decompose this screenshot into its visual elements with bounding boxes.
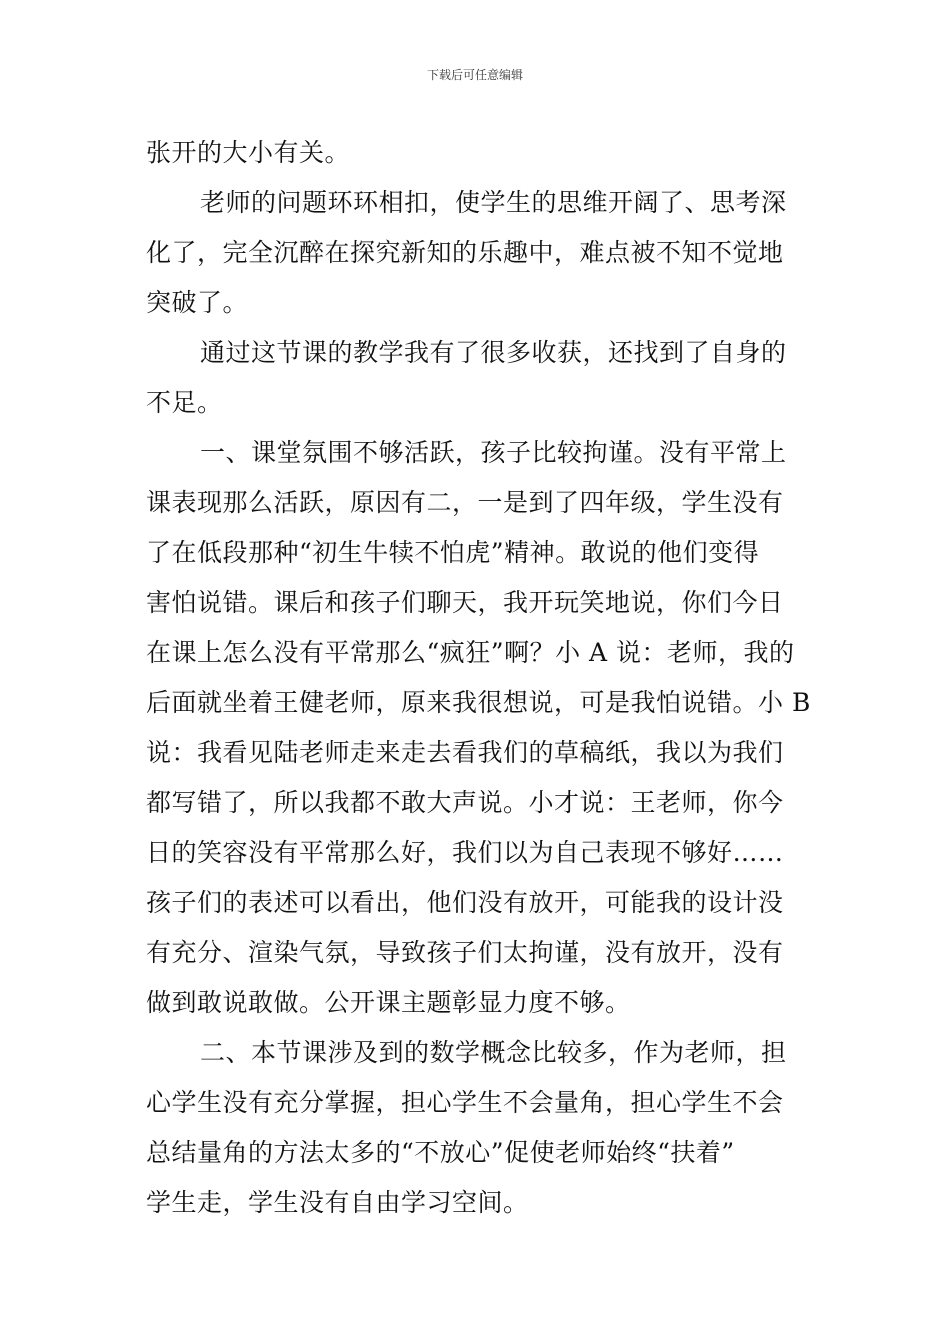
- text-line: 突破了。: [146, 288, 249, 317]
- text-line: 了在低段那种“初生牛犊不怕虎”精神。敢说的他们变得: [146, 538, 760, 567]
- text-line: 说：我看见陆老师走来走去看我们的草稿纸，我以为我们: [146, 738, 784, 767]
- text-line: 有充分、渲染气氛，导致孩子们太拘谨，没有放开，没有: [146, 938, 784, 967]
- text-line: 日的笑容没有平常那么好，我们以为自己表现不够好……: [146, 838, 784, 867]
- page-header: 下载后可任意编辑: [426, 68, 523, 82]
- text-line: 化了，完全沉醉在探究新知的乐趣中，难点被不知不觉地: [146, 238, 784, 267]
- paragraph-first-line: 老师的问题环环相扣，使学生的思维开阔了、思考深: [200, 188, 787, 217]
- text-line: 后面就坐着王健老师，原来我很想说，可是我怕说错。小 B: [146, 688, 811, 717]
- text-line: 张开的大小有关。: [146, 138, 351, 167]
- paragraph-first-line: 通过这节课的教学我有了很多收获，还找到了自身的: [200, 338, 787, 367]
- text-line: 都写错了，所以我都不敢大声说。小才说：王老师，你今: [146, 788, 784, 817]
- text-line: 做到敢说敢做。公开课主题彰显力度不够。: [146, 988, 631, 1017]
- paragraph-first-line: 二、本节课涉及到的数学概念比较多，作为老师，担: [200, 1038, 787, 1067]
- text-line: 害怕说错。课后和孩子们聊天，我开玩笑地说，你们今日: [146, 588, 784, 617]
- text-line: 总结量角的方法太多的“不放心”促使老师始终“扶着”: [146, 1138, 735, 1167]
- text-line: 孩子们的表述可以看出，他们没有放开，可能我的设计没: [146, 888, 784, 917]
- text-line: 在课上怎么没有平常那么“疯狂”啊？小 A 说：老师，我的: [146, 638, 795, 667]
- text-line: 心学生没有充分掌握，担心学生不会量角，担心学生不会: [146, 1088, 784, 1117]
- text-line: 不足。: [146, 388, 223, 417]
- paragraph-first-line: 一、课堂氛围不够活跃，孩子比较拘谨。没有平常上: [200, 438, 787, 467]
- text-line: 课表现那么活跃，原因有二，一是到了四年级，学生没有: [146, 488, 784, 517]
- text-line: 学生走，学生没有自由学习空间。: [146, 1188, 529, 1217]
